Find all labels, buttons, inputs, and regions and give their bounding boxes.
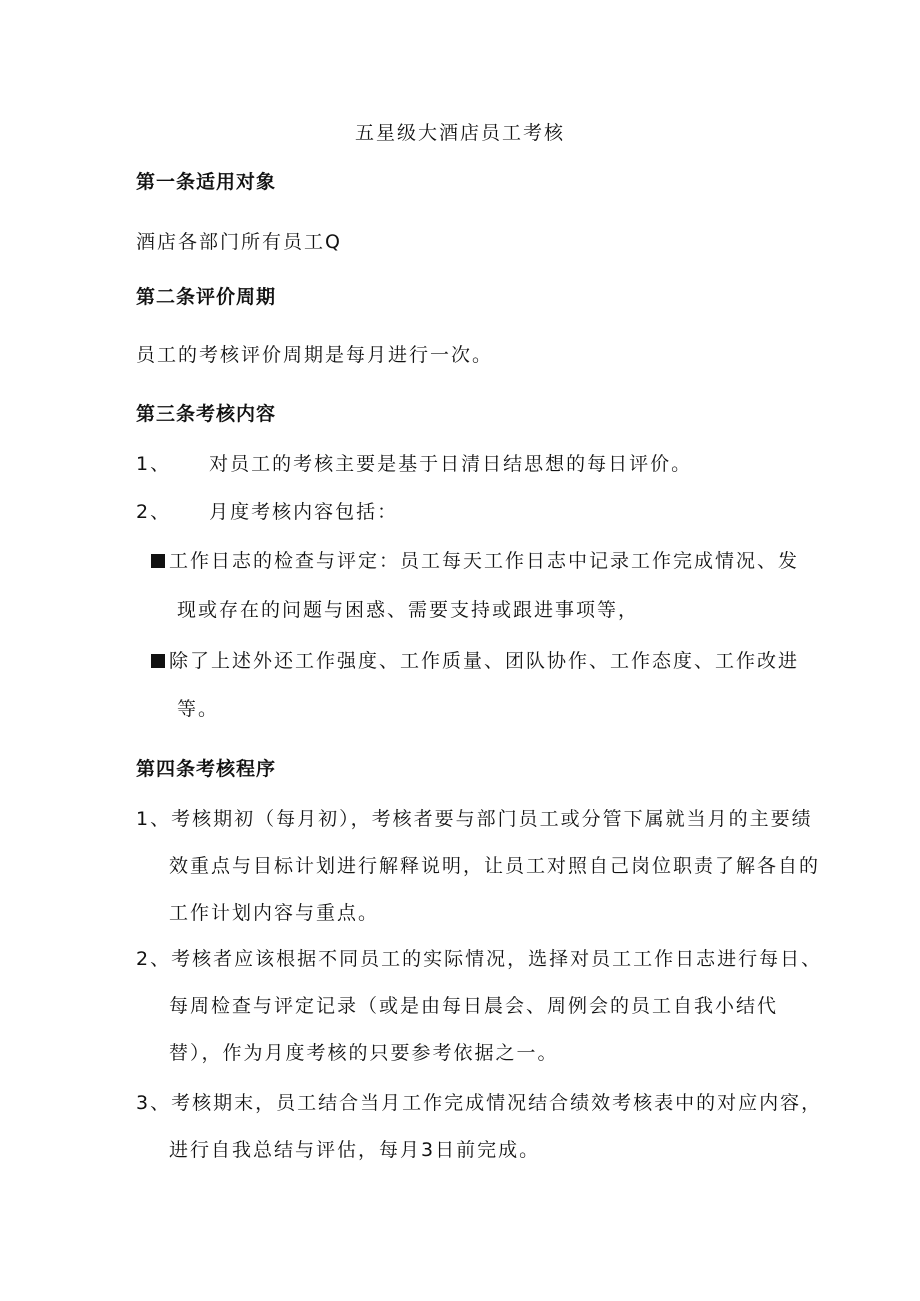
- list-item: [136, 1091, 822, 1115]
- list-item-text: 对员工的考核主要是基于日清日结思想的每日评价。: [209, 453, 693, 475]
- list-item-continuation: 效重点与目标计划进行解释说明，让员工对照自己岗位职责了解各自的: [169, 855, 821, 877]
- list-item: [136, 452, 692, 476]
- list-item-continuation: 每周检查与评定记录（或是由每日晨会、周例会的员工自我小结代: [169, 995, 779, 1017]
- list-item-number: 3、: [136, 1092, 172, 1114]
- square-bullet-icon: [151, 554, 165, 568]
- section-body-1: 酒店各部门所有员工Q: [136, 231, 342, 253]
- list-item: [136, 500, 398, 524]
- list-item: [136, 807, 813, 831]
- list-item-number: 2、: [136, 948, 172, 970]
- list-item-number: 1、: [136, 808, 172, 830]
- list-item-continuation: 进行自我总结与评估，每月3日前完成。: [169, 1139, 541, 1161]
- list-item-number: 2、: [136, 501, 172, 523]
- section-heading-2: 第二条评价周期: [136, 286, 277, 308]
- list-item-text: 考核者应该根据不同员工的实际情况，选择对员工工作日志进行每日、: [171, 948, 823, 970]
- section-heading-1: 第一条适用对象: [136, 171, 277, 193]
- section-body-2: 员工的考核评价周期是每月进行一次。: [136, 344, 494, 366]
- section-heading-4: 第四条考核程序: [136, 758, 277, 780]
- bullet-item: [151, 549, 799, 573]
- list-item-continuation: 工作计划内容与重点。: [169, 902, 380, 924]
- bullet-text: 除了上述外还工作强度、工作质量、团队协作、工作态度、工作改进: [169, 650, 800, 672]
- list-item-text: 考核期末，员工结合当月工作完成情况结合绩效考核表中的对应内容，: [171, 1092, 823, 1114]
- bullet-text-continuation: 现或存在的问题与困惑、需要支持或跟进事项等，: [177, 599, 640, 621]
- section-heading-3: 第三条考核内容: [136, 403, 277, 425]
- square-bullet-icon: [151, 654, 165, 668]
- list-item-continuation: 替），作为月度考核的只要参考依据之一。: [169, 1042, 559, 1064]
- list-item-text: 月度考核内容包括：: [209, 501, 399, 523]
- bullet-item: [151, 649, 799, 673]
- bullet-text-continuation: 等。: [177, 698, 220, 720]
- document-title: 五星级大酒店员工考核: [354, 122, 565, 144]
- list-item-text: 考核期初（每月初），考核者要与部门员工或分管下属就当月的主要绩: [171, 808, 813, 830]
- list-item: [136, 947, 822, 971]
- list-item-number: 1、: [136, 453, 172, 475]
- bullet-text: 工作日志的检查与评定：员工每天工作日志中记录工作完成情况、发: [169, 550, 800, 572]
